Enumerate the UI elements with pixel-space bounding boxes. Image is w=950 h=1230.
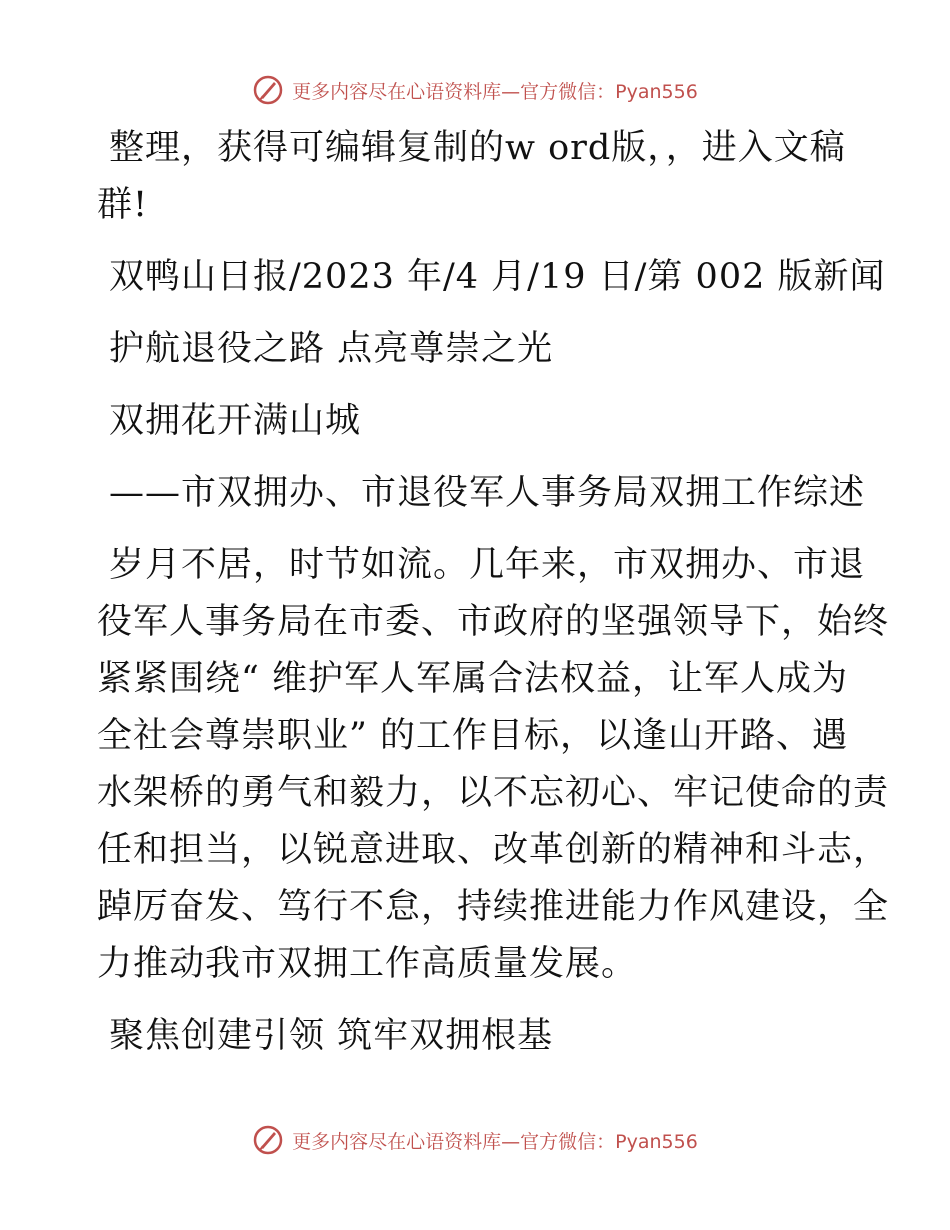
body-line: 任和担当，以锐意进取、改革创新的精神和斗志， [97, 830, 890, 870]
headline: 护航退役之路 点亮尊崇之光 [109, 329, 554, 369]
header-watermark-banner [0, 70, 950, 110]
watermark-text: 更多内容尽在心语资料库—官方微信：Pyan556 [292, 1130, 698, 1153]
intro-line: 整理，获得可编辑复制的w ord版，，进入文稿 [109, 128, 846, 168]
body-line: 役军人事务局在市委、市政府的坚强领导下，始终 [97, 602, 890, 642]
watermark-text: 更多内容尽在心语资料库—官方微信：Pyan556 [292, 80, 698, 103]
feather-pen-logo-icon [252, 74, 284, 106]
section-heading: 聚焦创建引领 筑牢双拥根基 [109, 1016, 554, 1056]
body-line: 全社会尊崇职业” 的工作目标，以逢山开路、遇 [97, 716, 849, 756]
headline: 双拥花开满山城 [109, 401, 362, 441]
feather-pen-logo-icon [252, 1124, 284, 1156]
source-line: 双鸭山日报/2023 年/4 月/19 日/第 002 版新闻 [109, 257, 886, 297]
subtitle: ——市双拥办、市退役军人事务局双拥工作综述 [109, 473, 866, 513]
document-body [97, 120, 890, 1065]
body-line: 力推动我市双拥工作高质量发展。 [97, 944, 638, 984]
body-line: 踔厉奋发、笃行不怠，持续推进能力作风建设，全 [97, 887, 890, 927]
body-line: 水架桥的勇气和毅力，以不忘初心、牢记使命的责 [97, 773, 890, 813]
body-line: 岁月不居，时节如流。几年来，市双拥办、市退 [109, 545, 866, 585]
intro-line: 群! [97, 185, 149, 225]
body-line: 紧紧围绕“ 维护军人军属合法权益，让军人成为 [97, 659, 849, 699]
footer-watermark-banner [0, 1120, 950, 1160]
